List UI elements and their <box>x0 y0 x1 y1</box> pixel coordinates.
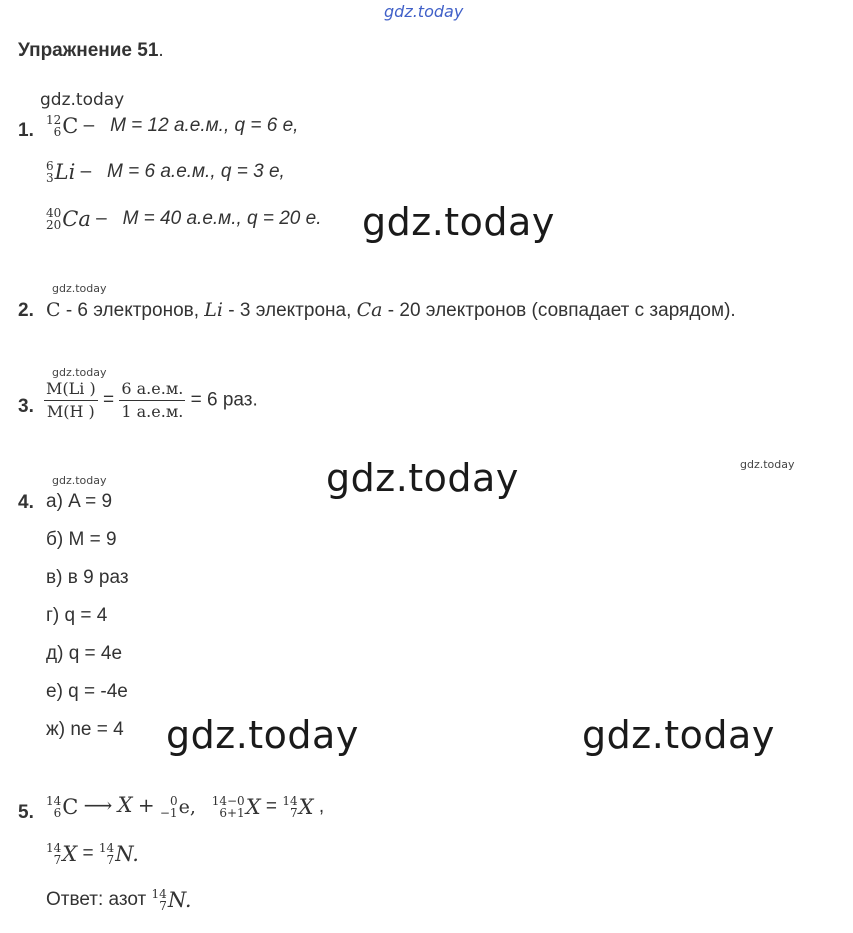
ex2-text-2: - 3 электрона, <box>222 300 357 321</box>
ex2-text-1: - 6 электронов, <box>60 300 205 321</box>
element-symbol: e, <box>178 795 196 818</box>
charge-number: 3 <box>46 171 54 185</box>
ex5-answer <box>46 888 192 912</box>
ex2-line <box>46 299 736 322</box>
heading-text: Упражнение 51 <box>18 40 159 61</box>
fraction-values <box>119 378 185 423</box>
reaction-arrow: ⟶ <box>83 793 113 817</box>
mass-number: 0 <box>169 793 178 808</box>
electron <box>160 795 196 819</box>
ex3-equation <box>44 378 258 423</box>
dash: – <box>83 115 95 137</box>
ex1-li-values: M = 6 а.е.м., q = 3 e, <box>107 161 285 183</box>
equals-sign: = <box>102 389 115 411</box>
nuclide-li <box>46 160 75 184</box>
element-symbol: C <box>62 114 79 138</box>
fraction-masses <box>44 378 98 423</box>
element-symbol: N. <box>115 842 139 866</box>
symbol-ca: Ca <box>356 299 383 321</box>
ex2-text-3: - 20 электронов (совпадает с зарядом). <box>382 300 736 321</box>
ex5-line-2 <box>46 842 139 866</box>
watermark: gdz.today <box>40 90 125 110</box>
watermark: gdz.today <box>582 713 775 757</box>
plus-sign: + <box>137 793 155 817</box>
mass-number: 14 <box>282 793 298 808</box>
ex1-c-values: M = 12 а.е.м., q = 6 e, <box>110 115 299 137</box>
watermark: gdz.today <box>362 200 555 244</box>
ex4-answer-g: г) q = 4 <box>46 605 108 626</box>
charge-number: 7 <box>159 899 167 913</box>
element-symbol: X <box>62 842 78 866</box>
heading-dot: . <box>158 40 164 61</box>
nuclide-x <box>46 842 77 866</box>
ex1-line-ca <box>46 207 322 231</box>
mass-number: 14 <box>46 841 62 855</box>
item-number-5: 5. <box>18 802 34 823</box>
nuclide-c <box>46 114 78 138</box>
mass-number: 6 <box>46 159 54 173</box>
element-symbol: Ca <box>62 207 91 231</box>
mass-number: 12 <box>46 113 62 127</box>
element-symbol: X <box>245 794 261 819</box>
dash: – <box>96 208 107 230</box>
dash: – <box>80 161 92 183</box>
charge-number: 7 <box>53 853 62 867</box>
element-symbol: C <box>62 794 79 819</box>
watermark: gdz.today <box>52 366 107 379</box>
ex4-answer-b: б) M = 9 <box>46 529 117 550</box>
nuclide-answer <box>152 888 192 912</box>
ex4-answer-v: в) в 9 раз <box>46 567 129 588</box>
element-symbol: N. <box>167 888 192 912</box>
numerator: M(Li ) <box>46 379 96 398</box>
numerator: 6 а.е.м. <box>121 379 184 398</box>
mass-number: 14−0 <box>211 793 245 808</box>
ex4-answer-a: а) A = 9 <box>46 491 113 512</box>
charge-number: 6 <box>53 125 62 139</box>
ex1-ca-values: M = 40 а.е.м., q = 20 e. <box>122 208 322 230</box>
mass-number: 14 <box>98 841 115 855</box>
mass-number: 14 <box>151 887 167 901</box>
item-number-4: 4. <box>18 492 34 513</box>
item-number-1: 1. <box>18 120 34 141</box>
charge-number: 6+1 <box>219 805 245 820</box>
watermark-top: gdz.today <box>384 2 464 21</box>
watermark: gdz.today <box>326 456 519 500</box>
nuclide-c14 <box>46 795 78 819</box>
equals-sign: = <box>82 843 94 865</box>
item-number-2: 2. <box>18 300 34 321</box>
denominator: M(H ) <box>46 402 95 421</box>
ex1-line-li <box>46 160 285 184</box>
charge-number: 7 <box>106 853 115 867</box>
nuclide-n <box>99 842 139 866</box>
nuclide-x <box>282 795 313 819</box>
watermark: gdz.today <box>740 458 795 471</box>
nuclide-ca <box>46 207 91 231</box>
ex5-line-1 <box>46 794 324 819</box>
mass-number: 40 <box>46 206 62 220</box>
charge-number: −1 <box>159 805 178 820</box>
exercise-heading <box>18 40 164 62</box>
ex3-result: = 6 раз. <box>190 389 258 411</box>
comma: , <box>318 796 325 817</box>
symbol-x: X <box>117 793 133 817</box>
ex4-answer-e: е) q = -4e <box>46 681 128 702</box>
symbol-li: Li <box>204 299 223 321</box>
denominator: 1 а.е.м. <box>121 402 184 421</box>
ex4-answer-d: д) q = 4e <box>46 643 123 664</box>
mass-number: 14 <box>46 793 62 808</box>
watermark: gdz.today <box>166 713 359 757</box>
watermark: gdz.today <box>52 474 107 487</box>
charge-number: 6 <box>53 805 62 820</box>
answer-label: Ответ: азот <box>46 889 147 911</box>
item-number-3: 3. <box>18 396 34 417</box>
charge-number: 20 <box>46 218 62 232</box>
element-symbol: X <box>298 794 314 819</box>
watermark: gdz.today <box>52 282 107 295</box>
symbol-c: C <box>46 299 61 321</box>
ex1-line-c <box>46 114 298 138</box>
ex4-answer-zh: ж) ne = 4 <box>46 719 124 740</box>
element-symbol: Li <box>54 160 76 184</box>
equals-sign: = <box>265 796 278 817</box>
nuclide-x-calc <box>212 795 261 819</box>
charge-number: 7 <box>289 805 298 820</box>
